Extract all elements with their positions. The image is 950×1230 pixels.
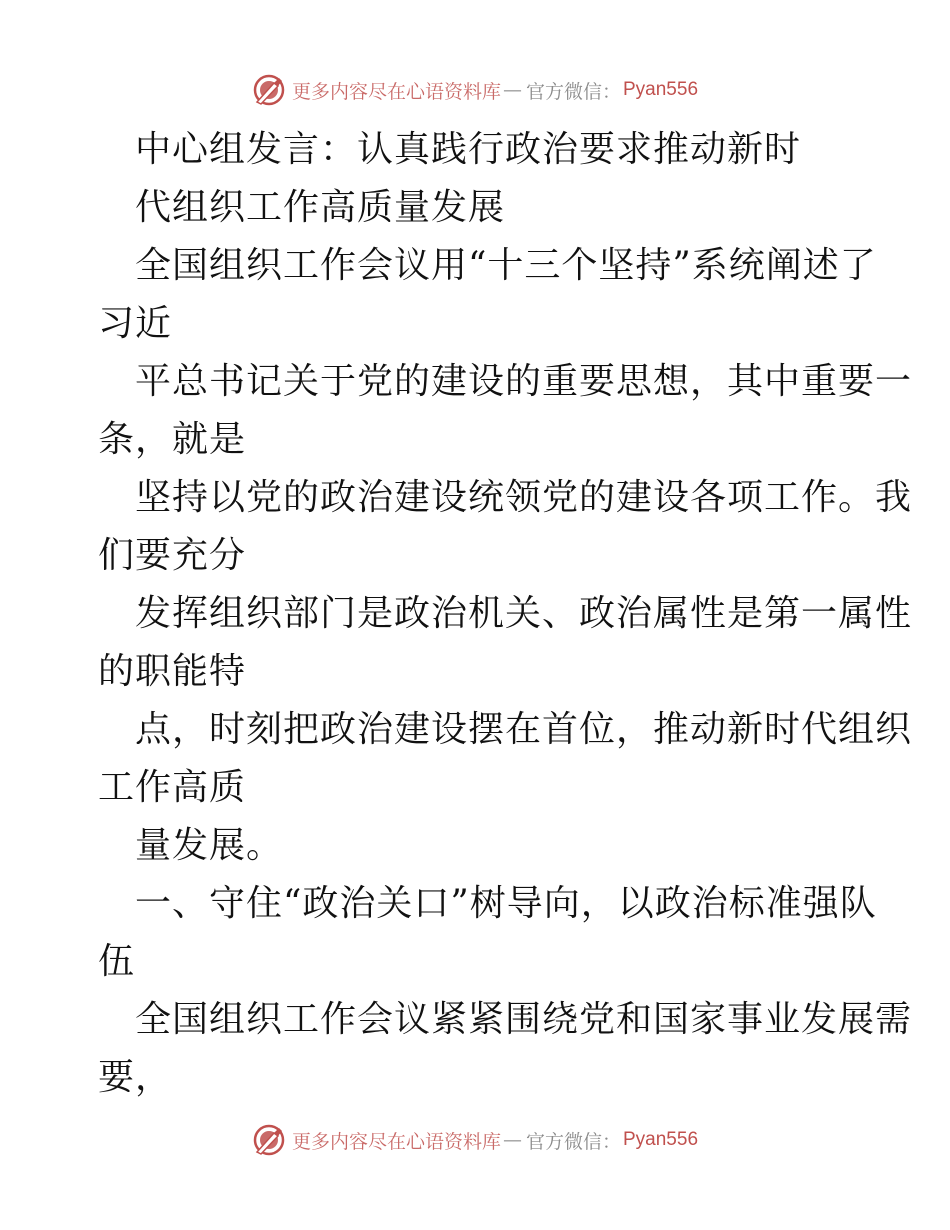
- paragraph-line: 全国组织工作会议紧紧围绕党和国家事业发展需: [135, 999, 913, 1040]
- title-line: 代组织工作高质量发展: [135, 187, 506, 228]
- watermark-footer: [0, 1120, 950, 1160]
- paragraph-line: 条，就是: [98, 419, 247, 460]
- watermark-separator: —: [502, 79, 522, 101]
- paragraph-line: 坚持以党的政治建设统领党的建设各项工作。我: [135, 477, 913, 518]
- watermark-label: 官方微信：: [525, 1130, 621, 1153]
- watermark-brand: 更多内容尽在心语资料库: [291, 1130, 501, 1153]
- section-heading-line: 伍: [98, 941, 136, 982]
- paragraph-line: 量发展。: [135, 825, 284, 866]
- watermark-header: [0, 70, 950, 110]
- pen-logo-icon: [252, 1123, 286, 1157]
- watermark-wechat-id: Pyan556: [623, 79, 699, 100]
- watermark-brand: 更多内容尽在心语资料库: [291, 80, 501, 103]
- watermark-wechat-id: Pyan556: [623, 1129, 699, 1150]
- paragraph-line: 平总书记关于党的建设的重要思想，其中重要一: [135, 361, 913, 402]
- paragraph-line: 发挥组织部门是政治机关、政治属性是第一属性: [135, 593, 913, 634]
- paragraph-line: 点，时刻把政治建设摆在首位，推动新时代组织: [135, 709, 913, 750]
- paragraph-line: 全国组织工作会议用“十三个坚持”系统阐述了: [135, 245, 877, 286]
- paragraph-line: 们要充分: [98, 535, 247, 576]
- paragraph-line: 习近: [98, 303, 173, 344]
- title-line: 中心组发言：认真践行政治要求推动新时: [135, 129, 802, 170]
- paragraph-line: 的职能特: [98, 651, 247, 692]
- paragraph-line: 要，: [98, 1057, 173, 1098]
- section-heading-line: 一、守住“政治关口”树导向，以政治标准强队: [135, 883, 877, 924]
- pen-logo-icon: [252, 73, 286, 107]
- watermark-separator: —: [502, 1129, 522, 1151]
- watermark-label: 官方微信：: [525, 80, 621, 103]
- paragraph-line: 工作高质: [98, 767, 247, 808]
